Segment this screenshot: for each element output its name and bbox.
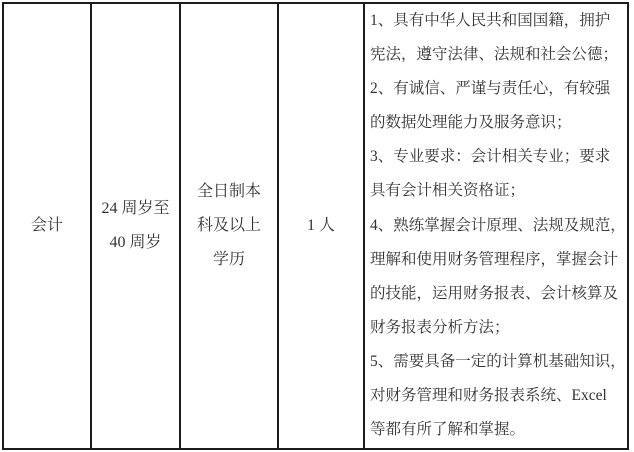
education-line: 科及以上 [196, 216, 261, 234]
requirement-line: 4、熟练掌握会计原理、法规及规范， [370, 216, 626, 234]
requirement-line: 的技能，运用财务报表、会计核算及 [370, 284, 619, 302]
cell-age-range [92, 4, 181, 448]
cell-education [181, 4, 279, 448]
headcount-text: 1 人 [306, 216, 335, 234]
requirement-line: 的数据处理能力及服务意识； [370, 114, 572, 132]
requirement-line: 对财务管理和财务报表系统、Excel [370, 387, 607, 405]
cell-requirements [365, 4, 627, 448]
requirement-item-4 [370, 209, 625, 345]
age-range-line: 24 周岁至 [101, 199, 170, 217]
requirement-item-1 [370, 4, 625, 72]
requirement-line: 3、专业要求：会计相关专业；要求 [370, 148, 611, 166]
requirement-line: 等都有所了解和掌握。 [370, 421, 526, 439]
requirement-line: 宪法，遵守法律、法规和社会公德； [370, 46, 619, 64]
requirement-line: 1、具有中华人民共和国国籍，拥护 [370, 12, 611, 29]
cell-headcount [279, 4, 365, 448]
requirement-line: 财务报表分析方法； [370, 318, 510, 336]
cell-position [4, 4, 92, 448]
requirement-item-5 [370, 345, 625, 447]
education-line: 学历 [212, 251, 245, 269]
requirement-line: 具有会计相关资格证； [370, 182, 526, 200]
requirement-line: 理解和使用财务管理程序，掌握会计 [370, 250, 619, 268]
age-range-line: 40 周岁 [109, 234, 162, 251]
education-line: 全日制本 [196, 182, 261, 200]
requirement-line: 2、有诚信、严谨与责任心，有较强 [370, 80, 611, 98]
position-text: 会计 [30, 216, 63, 234]
requirement-line: 5、需要具备一定的计算机基础知识， [370, 352, 626, 370]
requirement-item-2 [370, 72, 625, 140]
recruitment-table [2, 2, 629, 450]
requirement-item-3 [370, 140, 625, 208]
